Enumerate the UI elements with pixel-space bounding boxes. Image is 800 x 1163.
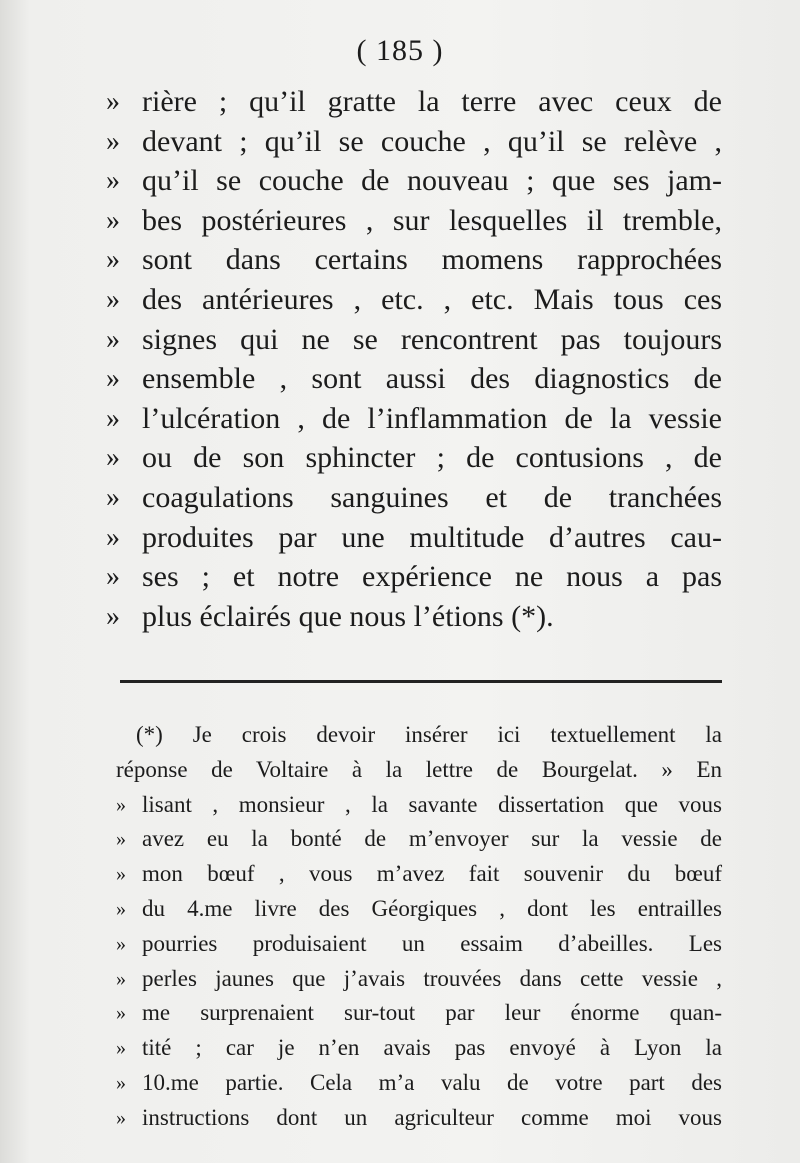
footnote-line: » me surprenaient sur-tout par leur énorme quan-	[116, 996, 722, 1031]
quote-mark: »	[106, 561, 120, 593]
text-line: » qu’il se couche de nouveau ; que ses jam-	[108, 161, 722, 201]
footnote-line: » tité ; car je n’en avais pas envoyé à Lyon la	[116, 1031, 722, 1066]
text-line: » rière ; qu’il gratte la terre avec ceux de	[108, 82, 722, 122]
quote-mark: »	[106, 521, 120, 553]
text-line: » devant ; qu’il se couche , qu’il se relève ,	[108, 122, 722, 162]
text-line: » l’ulcération , de l’inflammation de la vessie	[108, 399, 722, 439]
quote-mark: »	[116, 828, 126, 851]
text-line: » bes postérieures , sur lesquelles il tremble,	[108, 201, 722, 241]
footnote-line: réponse de Voltaire à la lettre de Bourgelat. » En	[116, 756, 722, 782]
text-line: » des antérieures , etc. , etc. Mais tous ces	[108, 280, 722, 320]
footnote-line: » mon bœuf , vous m’avez fait souvenir du bœuf	[116, 857, 722, 892]
footnote-line: (*) Je crois devoir insérer ici textuellement la	[136, 722, 722, 747]
footnote-line: » lisant , monsieur , la savante dissertation que vous	[116, 788, 722, 823]
quote-mark: »	[116, 793, 126, 816]
quote-mark: »	[116, 932, 126, 955]
text-line: » sont dans certains momens rapprochées	[108, 240, 722, 280]
quote-mark: »	[106, 244, 120, 276]
quote-mark: »	[106, 442, 120, 474]
quote-mark: »	[116, 1071, 126, 1094]
text-line: » produites par une multitude d’autres cau-	[108, 518, 722, 558]
main-text	[108, 82, 722, 636]
quote-mark: »	[106, 165, 120, 197]
quote-mark: »	[116, 967, 126, 990]
quote-mark: »	[106, 86, 120, 117]
quote-mark: »	[106, 363, 120, 395]
quote-mark: »	[106, 283, 120, 315]
quote-mark: »	[106, 323, 120, 355]
footnote-line: » 10.me partie. Cela m’a valu de votre part des	[116, 1066, 722, 1101]
quote-mark: »	[106, 600, 120, 632]
text-line: » signes qui ne se rencontrent pas toujours	[108, 320, 722, 360]
text-line: » coagulations sanguines et de tranchées	[108, 478, 722, 518]
quote-mark: »	[106, 402, 120, 434]
footnote-line: » du 4.me livre des Géorgiques , dont les entrailles	[116, 892, 722, 927]
quote-mark: »	[106, 481, 120, 513]
footnote-line: » avez eu la bonté de m’envoyer sur la vessie de	[116, 822, 722, 857]
footnote-line: » perles jaunes que j’avais trouvées dans cette vessie ,	[116, 962, 722, 997]
quote-mark: »	[106, 125, 120, 157]
text-line: » ou de son sphincter ; de contusions , de	[108, 438, 722, 478]
text-line: » ses ; et notre expérience ne nous a pas	[108, 557, 722, 597]
quote-mark: »	[116, 897, 126, 920]
footnote-rule	[120, 680, 722, 683]
quote-mark: »	[116, 1106, 126, 1129]
text-line: » ensemble , sont aussi des diagnostics de	[108, 359, 722, 399]
quote-mark: »	[106, 204, 120, 236]
footnote-line: » instructions dont un agriculteur comme moi vous	[116, 1101, 722, 1136]
page-number: ( 185 )	[356, 34, 444, 67]
footnote-line: » pourries produisaient un essaim d’abeilles. Les	[116, 927, 722, 962]
quote-mark: »	[116, 1002, 126, 1025]
footnote	[116, 718, 722, 1136]
quote-mark: »	[116, 1037, 126, 1060]
text-line: » plus éclairés que nous l’étions (*).	[108, 597, 722, 637]
quote-mark: »	[116, 863, 126, 886]
